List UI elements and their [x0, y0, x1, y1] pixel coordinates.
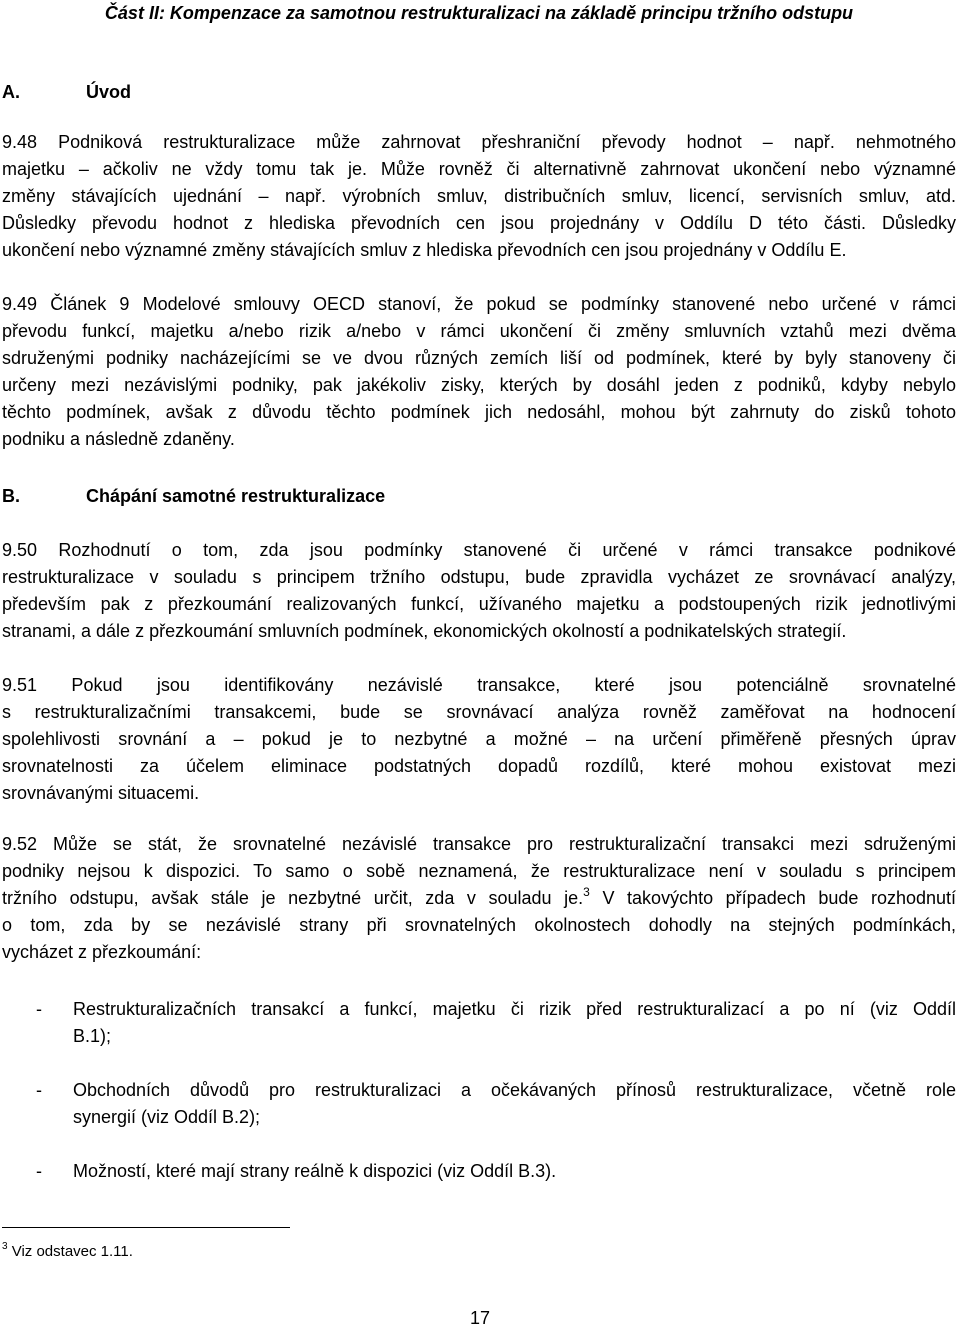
paragraph-line: 9.52 Může se stát, že srovnatelné nezávislé transakce pro restrukturalizační transakci mezi sdruženými — [2, 834, 956, 854]
list-item-line: Restrukturalizačních transakcí a funkcí, majetku či rizik před restrukturalizací a po ní (viz Oddíl — [73, 999, 956, 1019]
list-item-line: B.1); — [73, 1026, 112, 1046]
section-b-title: Chápání samotné restrukturalizace — [86, 486, 386, 506]
list-item-line: synergií (viz Oddíl B.2); — [73, 1107, 261, 1127]
paragraph-line: určeny mezi nezávislými podniky, pak jakékoliv zisky, kterých by dosáhl jeden z podniků, kdyby nebylo — [2, 375, 956, 395]
paragraph-line: stranami, a dále z přezkoumání smluvních podmínek, ekonomických okolností a podnikatelských strategií. — [2, 621, 847, 641]
paragraph-line: vycházet z přezkoumání: — [2, 942, 202, 962]
paragraph-line: restrukturalizace v souladu s principem tržního odstupu, bude zpravidla vycházet ze srovnávací analýzy, — [2, 567, 956, 587]
list-item-line: Obchodních důvodů pro restrukturalizaci a očekávaných přínosů restrukturalizace, včetně role — [73, 1080, 956, 1100]
section-a-letter: A. — [2, 82, 20, 102]
paragraph-line: 9.51 Pokud jsou identifikovány nezávislé transakce, které jsou potenciálně srovnatelné — [2, 675, 956, 695]
paragraph-line: změny stávajících ujednání – např. výrobních smluv, distribučních smluv, licencí, servisních smluv, atd. — [2, 186, 956, 206]
paragraph-line: sdruženými podniky nacházejícími se ve dvou různých zemích liší od podmínek, které by byly stanoveny či — [2, 348, 956, 368]
paragraph-line: 9.48 Podniková restrukturalizace může zahrnovat přeshraniční převody hodnot – např. nehmotného — [2, 132, 956, 152]
paragraph-line: podniku a následně zdaněny. — [2, 429, 235, 449]
paragraph-line: těchto podmínek, avšak z důvodu těchto podmínek jich nedosáhl, mohou být zahrnuty do zisků tohoto — [2, 402, 956, 422]
footnote-text: Viz odstavec 1.11. — [7, 1243, 133, 1260]
list-dash: - — [36, 1080, 42, 1100]
paragraph-line: spolehlivosti srovnání a – pokud je to nezbytné a možné – na určení přiměřeně přesných úprav — [2, 729, 956, 749]
paragraph-line: majetku – ačkoliv ne vždy tomu tak je. Může rovněž či alternativně zahrnovat ukončení nebo významné — [2, 159, 956, 179]
page-number: 17 — [469, 1308, 491, 1328]
paragraph-line: podniky nejsou k dispozici. To samo o sobě neznamená, že restrukturalizace není v souladu s principem — [2, 861, 956, 881]
paragraph-line: srovnávanými situacemi. — [2, 783, 200, 803]
paragraph-line: především pak z přezkoumání realizovaných funkcí, užívaného majetku a podstoupených rizik jednotlivými — [2, 594, 956, 614]
section-b-letter: B. — [2, 486, 20, 506]
footnote-number: 3 — [2, 1241, 8, 1252]
list-dash: - — [36, 1161, 42, 1181]
paragraph-line: převodu funkcí, majetku a/nebo rizik a/nebo v rámci ukončení či změny smluvních vztahů mezi dvěma — [2, 321, 956, 341]
paragraph-line: srovnatelnosti za účelem eliminace podstatných dopadů rozdílů, které mohou existovat mezi — [2, 756, 956, 776]
list-dash: - — [36, 999, 42, 1019]
paragraph-line: Důsledky převodu hodnot z hlediska převodních cen jsou projednány v Oddílu D této části. Důsledky — [2, 213, 956, 233]
footnote — [2, 1242, 133, 1262]
paragraph-line: ukončení nebo významné změny stávajících smluv z hlediska převodních cen jsou projednány v Oddílu E. — [2, 240, 847, 260]
paragraph-line: s restrukturalizačními transakcemi, bude se srovnávací analýza rovněž zaměřovat na hodnocení — [2, 702, 956, 722]
paragraph-line: o tom, zda by se nezávislé strany při srovnatelných okolnostech dohodly na stejných podmínkách, — [2, 915, 956, 935]
section-a-title: Úvod — [86, 82, 131, 102]
paragraph-text: tržního odstupu, avšak stále je nezbytné určit, zda v souladu je. — [2, 888, 584, 908]
paragraph-line: 9.50 Rozhodnutí o tom, zda jsou podmínky stanovené či určené v rámci transakce podnikové — [2, 540, 956, 560]
footnote-reference: 3 — [583, 885, 590, 899]
paragraph-line — [2, 885, 956, 912]
page-title: Část II: Kompenzace za samotnou restrukturalizaci na základě principu tržního odstupu — [104, 3, 854, 23]
list-item-line: Možností, které mají strany reálně k dispozici (viz Oddíl B.3). — [73, 1161, 557, 1181]
paragraph-text: V takovýchto případech bude rozhodnutí — [589, 888, 957, 908]
footnote-separator — [2, 1227, 290, 1228]
paragraph-line: 9.49 Článek 9 Modelové smlouvy OECD stanoví, že pokud se podmínky stanovené nebo určené v rámci — [2, 294, 956, 314]
